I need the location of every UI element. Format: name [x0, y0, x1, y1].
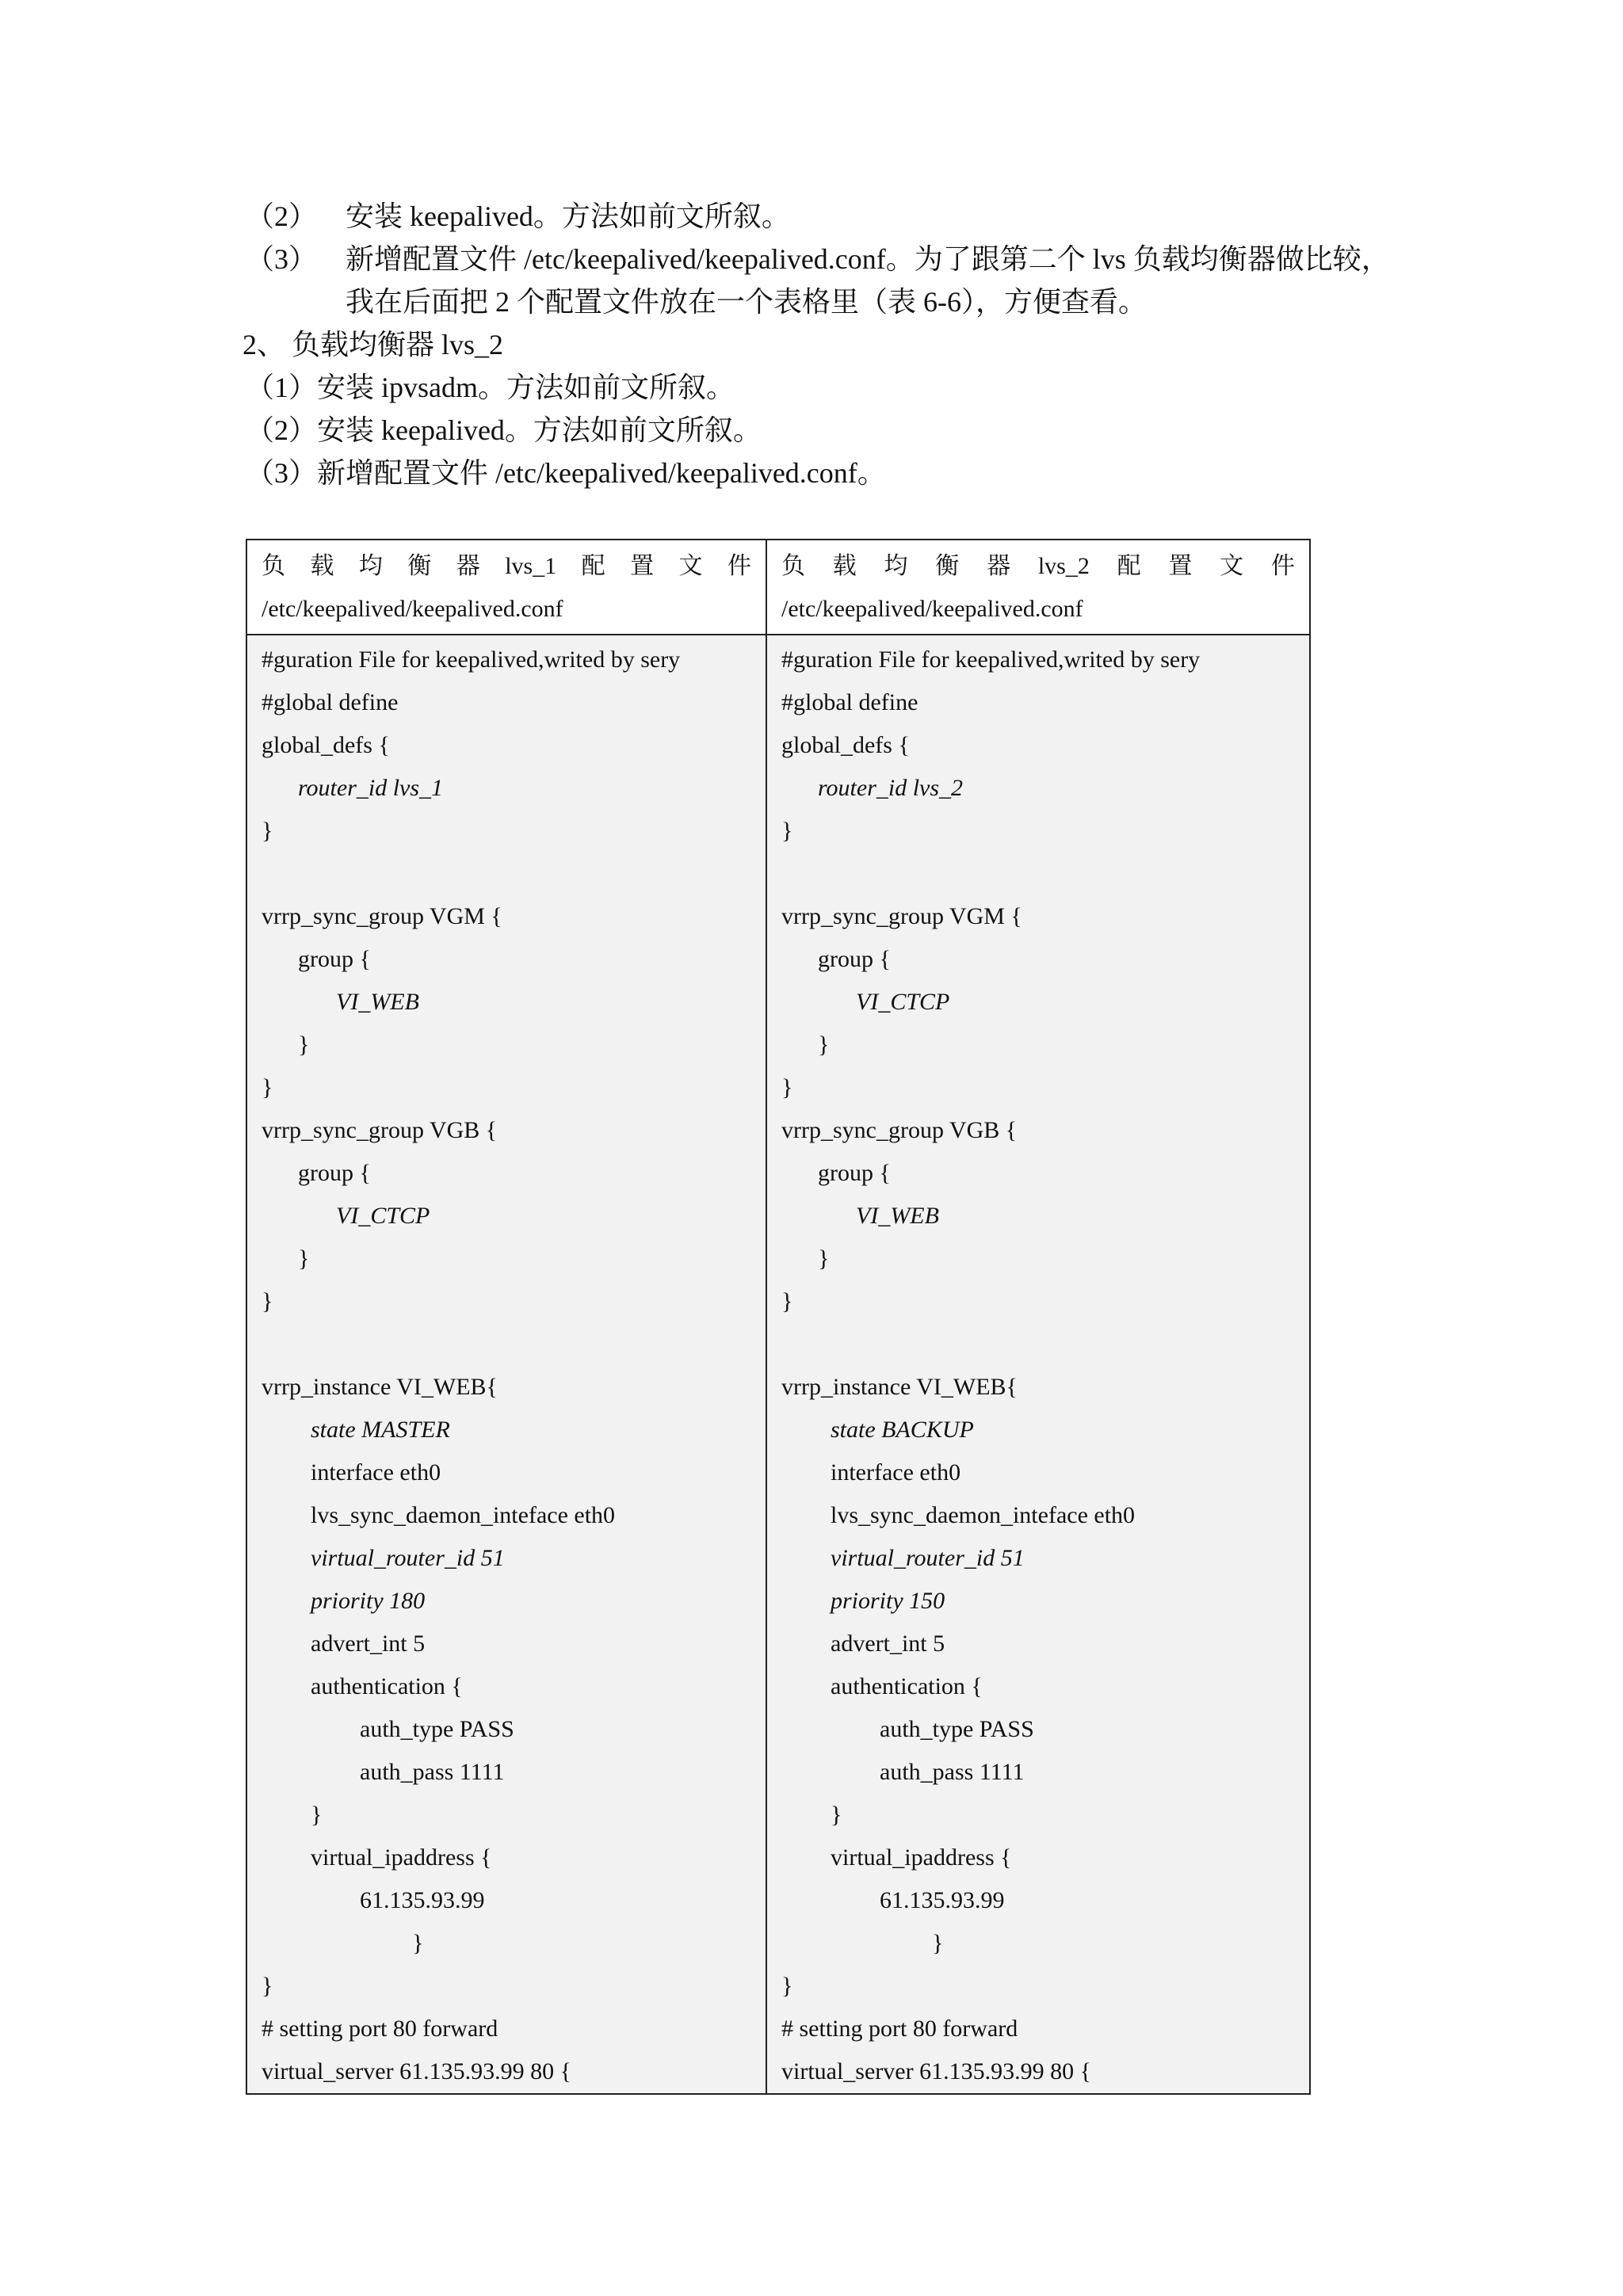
code-line: auth_pass 1111 [360, 1759, 505, 1785]
code-line: vrrp_sync_group VGB { [262, 1117, 498, 1143]
code-line: vrrp_instance VI_WEB{ [262, 1374, 498, 1400]
code-line: } [262, 1074, 273, 1100]
code-line: } [932, 1930, 944, 1956]
left-column-header [246, 540, 766, 635]
code-line: } [412, 1930, 424, 1956]
code-line: } [781, 818, 793, 844]
table-body-row [246, 635, 1310, 2094]
intro-text [242, 195, 1403, 494]
code-line: } [781, 1288, 793, 1314]
right-column-header [766, 540, 1310, 635]
code-line: vrrp_sync_group VGB { [781, 1117, 1018, 1143]
code-line: global_defs { [781, 732, 910, 758]
intro-line [246, 366, 1403, 409]
right-config-cell [766, 635, 1310, 2094]
code-line: vrrp_sync_group VGM { [262, 903, 502, 929]
code-line: priority 180 [311, 1588, 426, 1614]
config-comparison-table [246, 539, 1311, 2095]
intro-line [246, 409, 1403, 452]
code-line [781, 1323, 1295, 1366]
code-line: authentication { [311, 1673, 463, 1699]
code-line: authentication { [831, 1673, 983, 1699]
code-line [262, 852, 751, 895]
section-number: 2、 [242, 329, 286, 360]
item-number: （3） [246, 243, 318, 275]
code-line: group { [298, 1160, 371, 1186]
code-line: VI_WEB [336, 989, 419, 1015]
code-line: virtual_server 61.135.93.99 80 { [781, 2058, 1091, 2084]
code-line: # setting port 80 forward [781, 2016, 1018, 2042]
item-text: 我在后面把 2 个配置文件放在一个表格里（表 6-6），方便查看。 [346, 286, 1147, 318]
code-line: } [781, 1074, 793, 1100]
left-header-path: /etc/keepalived/keepalived.conf [262, 596, 563, 622]
code-line: lvs_sync_daemon_inteface eth0 [311, 1502, 616, 1528]
intro-line [246, 238, 1403, 280]
code-line: interface eth0 [311, 1459, 441, 1486]
code-line: lvs_sync_daemon_inteface eth0 [831, 1502, 1136, 1528]
item-text: 新增配置文件 /etc/keepalived/keepalived.conf。为了跟第二个 lvs 负载均衡器做比较， [346, 243, 1390, 275]
code-line: advert_int 5 [831, 1630, 945, 1657]
code-line: vrrp_instance VI_WEB{ [781, 1374, 1018, 1400]
code-line: auth_type PASS [360, 1716, 514, 1742]
intro-line [246, 280, 1403, 323]
code-line: #guration File for keepalived,writed by sery [262, 646, 681, 673]
code-line: } [831, 1802, 842, 1828]
code-line: } [262, 818, 273, 844]
code-line: router_id lvs_2 [818, 775, 964, 801]
code-line: virtual_router_id 51 [831, 1545, 1025, 1571]
intro-line [246, 452, 1403, 494]
code-line [781, 852, 1295, 895]
item-number: （2） [246, 200, 318, 232]
code-line: virtual_ipaddress { [311, 1844, 492, 1871]
code-line: } [818, 1032, 830, 1058]
code-line: group { [818, 1160, 891, 1186]
code-line: group { [298, 946, 371, 972]
code-line: # setting port 80 forward [262, 2016, 498, 2042]
intro-line [246, 195, 1403, 238]
code-line: priority 150 [831, 1588, 945, 1614]
code-line: } [298, 1032, 310, 1058]
item-text: （1）安装 ipvsadm。方法如前文所叙。 [246, 372, 735, 403]
table-header-row [246, 540, 1310, 635]
code-line: #global define [781, 689, 918, 715]
code-line [262, 1323, 751, 1366]
code-line: VI_WEB [856, 1203, 939, 1229]
code-line: virtual_server 61.135.93.99 80 { [262, 2058, 571, 2084]
code-line: #guration File for keepalived,writed by sery [781, 646, 1201, 673]
code-line: virtual_ipaddress { [831, 1844, 1012, 1871]
left-config-cell [246, 635, 766, 2094]
code-line: } [298, 1245, 310, 1272]
left-header-title: 负 载 均 衡 器 lvs_1 配 置 文 件 [262, 553, 751, 579]
section-heading [242, 323, 1403, 366]
item-text: （2）安装 keepalived。方法如前文所叙。 [246, 414, 762, 446]
code-line: VI_CTCP [856, 989, 950, 1015]
right-header-title: 负 载 均 衡 器 lvs_2 配 置 文 件 [781, 553, 1295, 579]
code-line: #global define [262, 689, 399, 715]
code-line: } [262, 1288, 273, 1314]
code-line: VI_CTCP [336, 1203, 430, 1229]
code-line: interface eth0 [831, 1459, 961, 1486]
code-line: global_defs { [262, 732, 390, 758]
right-header-path: /etc/keepalived/keepalived.conf [781, 596, 1083, 622]
code-line: vrrp_sync_group VGM { [781, 903, 1022, 929]
code-line: auth_pass 1111 [880, 1759, 1025, 1785]
item-text: 安装 keepalived。方法如前文所叙。 [346, 200, 790, 232]
code-line: state BACKUP [831, 1417, 974, 1443]
code-line: } [311, 1802, 323, 1828]
code-line: } [781, 1973, 793, 1999]
code-line: virtual_router_id 51 [311, 1545, 505, 1571]
section-title: 负载均衡器 lvs_2 [292, 329, 504, 360]
code-line: 61.135.93.99 [360, 1887, 485, 1913]
code-line: } [818, 1245, 830, 1272]
code-line: state MASTER [311, 1417, 450, 1443]
code-line: auth_type PASS [880, 1716, 1034, 1742]
code-line: } [262, 1973, 273, 1999]
code-line: 61.135.93.99 [880, 1887, 1005, 1913]
code-line: router_id lvs_1 [298, 775, 444, 801]
item-text: （3）新增配置文件 /etc/keepalived/keepalived.conf。 [246, 457, 886, 489]
code-line: advert_int 5 [311, 1630, 426, 1657]
code-line: group { [818, 946, 891, 972]
